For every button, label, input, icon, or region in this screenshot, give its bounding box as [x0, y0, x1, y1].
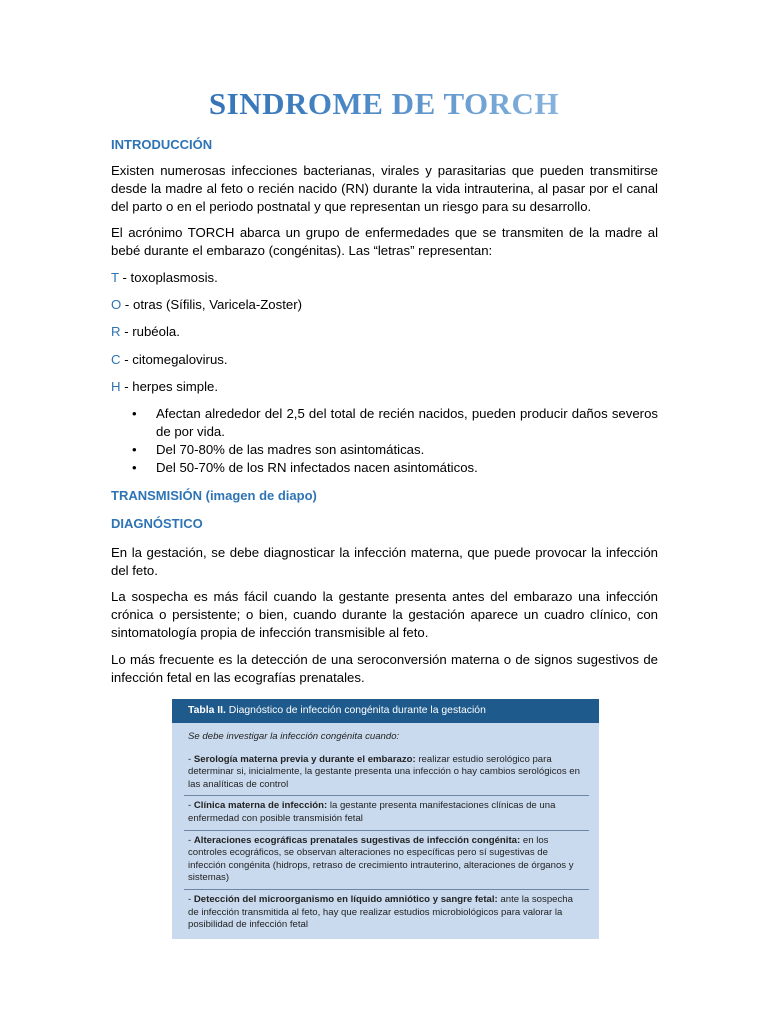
letter-item-t: [111, 269, 218, 287]
bullet-icon: •: [132, 460, 137, 475]
letter-h: H: [111, 379, 121, 394]
row-text: realizar estudio serológico para determinar si, inicialmente, la gestante presenta una infección o hay cambios serológicos en las analíticas de control: [188, 753, 580, 790]
letter-item-h: [111, 378, 218, 396]
table-row: - Alteraciones ecográficas prenatales sugestivas de infección congénita: en los controles ecográficos, se observan alteraciones no específicas pero sí sugestivas de infección congénita (hidrops, retraso de crecimiento intrauterino, alteraciones de órganos y sistemas): [184, 831, 589, 890]
bullet-text: Del 70-80% de las madres son asintomáticas.: [156, 442, 425, 457]
table-label: Tabla II.: [188, 705, 226, 716]
table-caption: Diagnóstico de infección congénita durante la gestación: [225, 705, 486, 716]
bullet-text: Del 50-70% de los RN infectados nacen asintomáticos.: [156, 460, 478, 475]
letter-o: O: [111, 297, 122, 312]
diag-paragraph-3: Lo más frecuente es la detección de una seroconversión materna o de signos sugestivos de infección fetal en las ecografías prenatales.: [111, 652, 658, 685]
intro-heading: INTRODUCCIÓN: [111, 137, 213, 152]
letter-item-r: [111, 323, 180, 341]
letter-t: T: [111, 270, 119, 285]
row-lead: Serología materna previa y durante el embarazo:: [193, 753, 416, 765]
row-lead: Detección del microorganismo en líquido amniótico y sangre fetal:: [193, 893, 498, 905]
diag-paragraph-2: La sospecha es más fácil cuando la gestante presenta antes del embarazo una infección crónica o persistente; o bien, cuando durante la gestación aparece un cuadro clínico, con sintomatología propia de infección transmisible al feto.: [111, 589, 658, 640]
row-text: en los controles ecográficos, se observan alteraciones no específicas pero sí sugestivas de infección congénita (hidrops, retraso de crecimiento intrauterino, alteraciones de órganos y sistemas): [188, 834, 574, 884]
transmision-heading: TRANSMISIÓN (imagen de diapo): [111, 488, 317, 503]
row-lead: Clínica materna de infección:: [193, 800, 328, 812]
intro-paragraph-2: El acrónimo TORCH abarca un grupo de enfermedades que se transmiten de la madre al bebé durante el embarazo (congénitas). Las “letras” representan:: [111, 225, 658, 258]
letter-item-o: [111, 296, 302, 314]
letter-c-text: - citomegalovirus.: [120, 352, 228, 367]
bullet-icon: •: [132, 406, 137, 421]
row-lead: Alteraciones ecográficas prenatales sugestivas de infección congénita:: [193, 834, 521, 846]
diagnostico-heading: DIAGNÓSTICO: [111, 516, 203, 531]
letter-c: C: [111, 352, 121, 367]
letter-r-text: - rubéola.: [120, 324, 180, 339]
bullet-icon: •: [132, 442, 137, 457]
letter-t-text: - toxoplasmosis.: [118, 270, 218, 285]
row-text: la gestante presenta manifestaciones clínicas de una enfermedad con posible transmisión fetal: [188, 800, 556, 824]
letter-h-text: - herpes simple.: [120, 379, 219, 394]
list-item: [111, 405, 658, 441]
table-subtitle: Se debe investigar la infección congénita cuando:: [188, 731, 400, 742]
table-header: [172, 699, 599, 723]
diag-paragraph-1: En la gestación, se debe diagnosticar la infección materna, que puede provocar la infección del feto.: [111, 545, 658, 578]
page-title: SINDROME DE TORCH: [0, 86, 768, 122]
list-item: [111, 441, 658, 459]
letter-o-text: - otras (Sífilis, Varicela-Zoster): [121, 297, 303, 312]
table-row: - Clínica materna de infección: la gestante presenta manifestaciones clínicas de una enfermedad con posible transmisión fetal: [184, 796, 589, 830]
intro-paragraph-1: Existen numerosas infecciones bacterianas, virales y parasitarias que pueden transmitirse desde la madre al feto o recién nacido (RN) durante la vida intrauterina, al pasar por el canal del parto o en el periodo postnatal y que representan un riesgo para su desarrollo.: [111, 163, 658, 214]
bullet-text: Afectan alrededor del 2,5 del total de recién nacidos, pueden producir daños severos de por vida.: [156, 406, 658, 439]
list-item: [111, 459, 658, 477]
table-row: - Detección del microorganismo en líquido amniótico y sangre fetal: ante la sospecha de infección transmitida al feto, hay que realizar estudios microbiológicos para valorar la posibilidad de infección fetal: [188, 893, 573, 931]
row-text: ante la sospecha de infección transmitida al feto, hay que realizar estudios microbiológicos para valorar la posibilidad de infección fetal: [188, 893, 573, 931]
letter-r: R: [111, 324, 121, 339]
letter-item-c: [111, 351, 228, 369]
diagnosis-table: [172, 699, 599, 939]
bullet-list: [111, 405, 658, 477]
table-row: - Serología materna previa y durante el embarazo: realizar estudio serológico para determinar si, inicialmente, la gestante presenta una infección o hay cambios serológicos en las analíticas de control: [184, 750, 589, 797]
